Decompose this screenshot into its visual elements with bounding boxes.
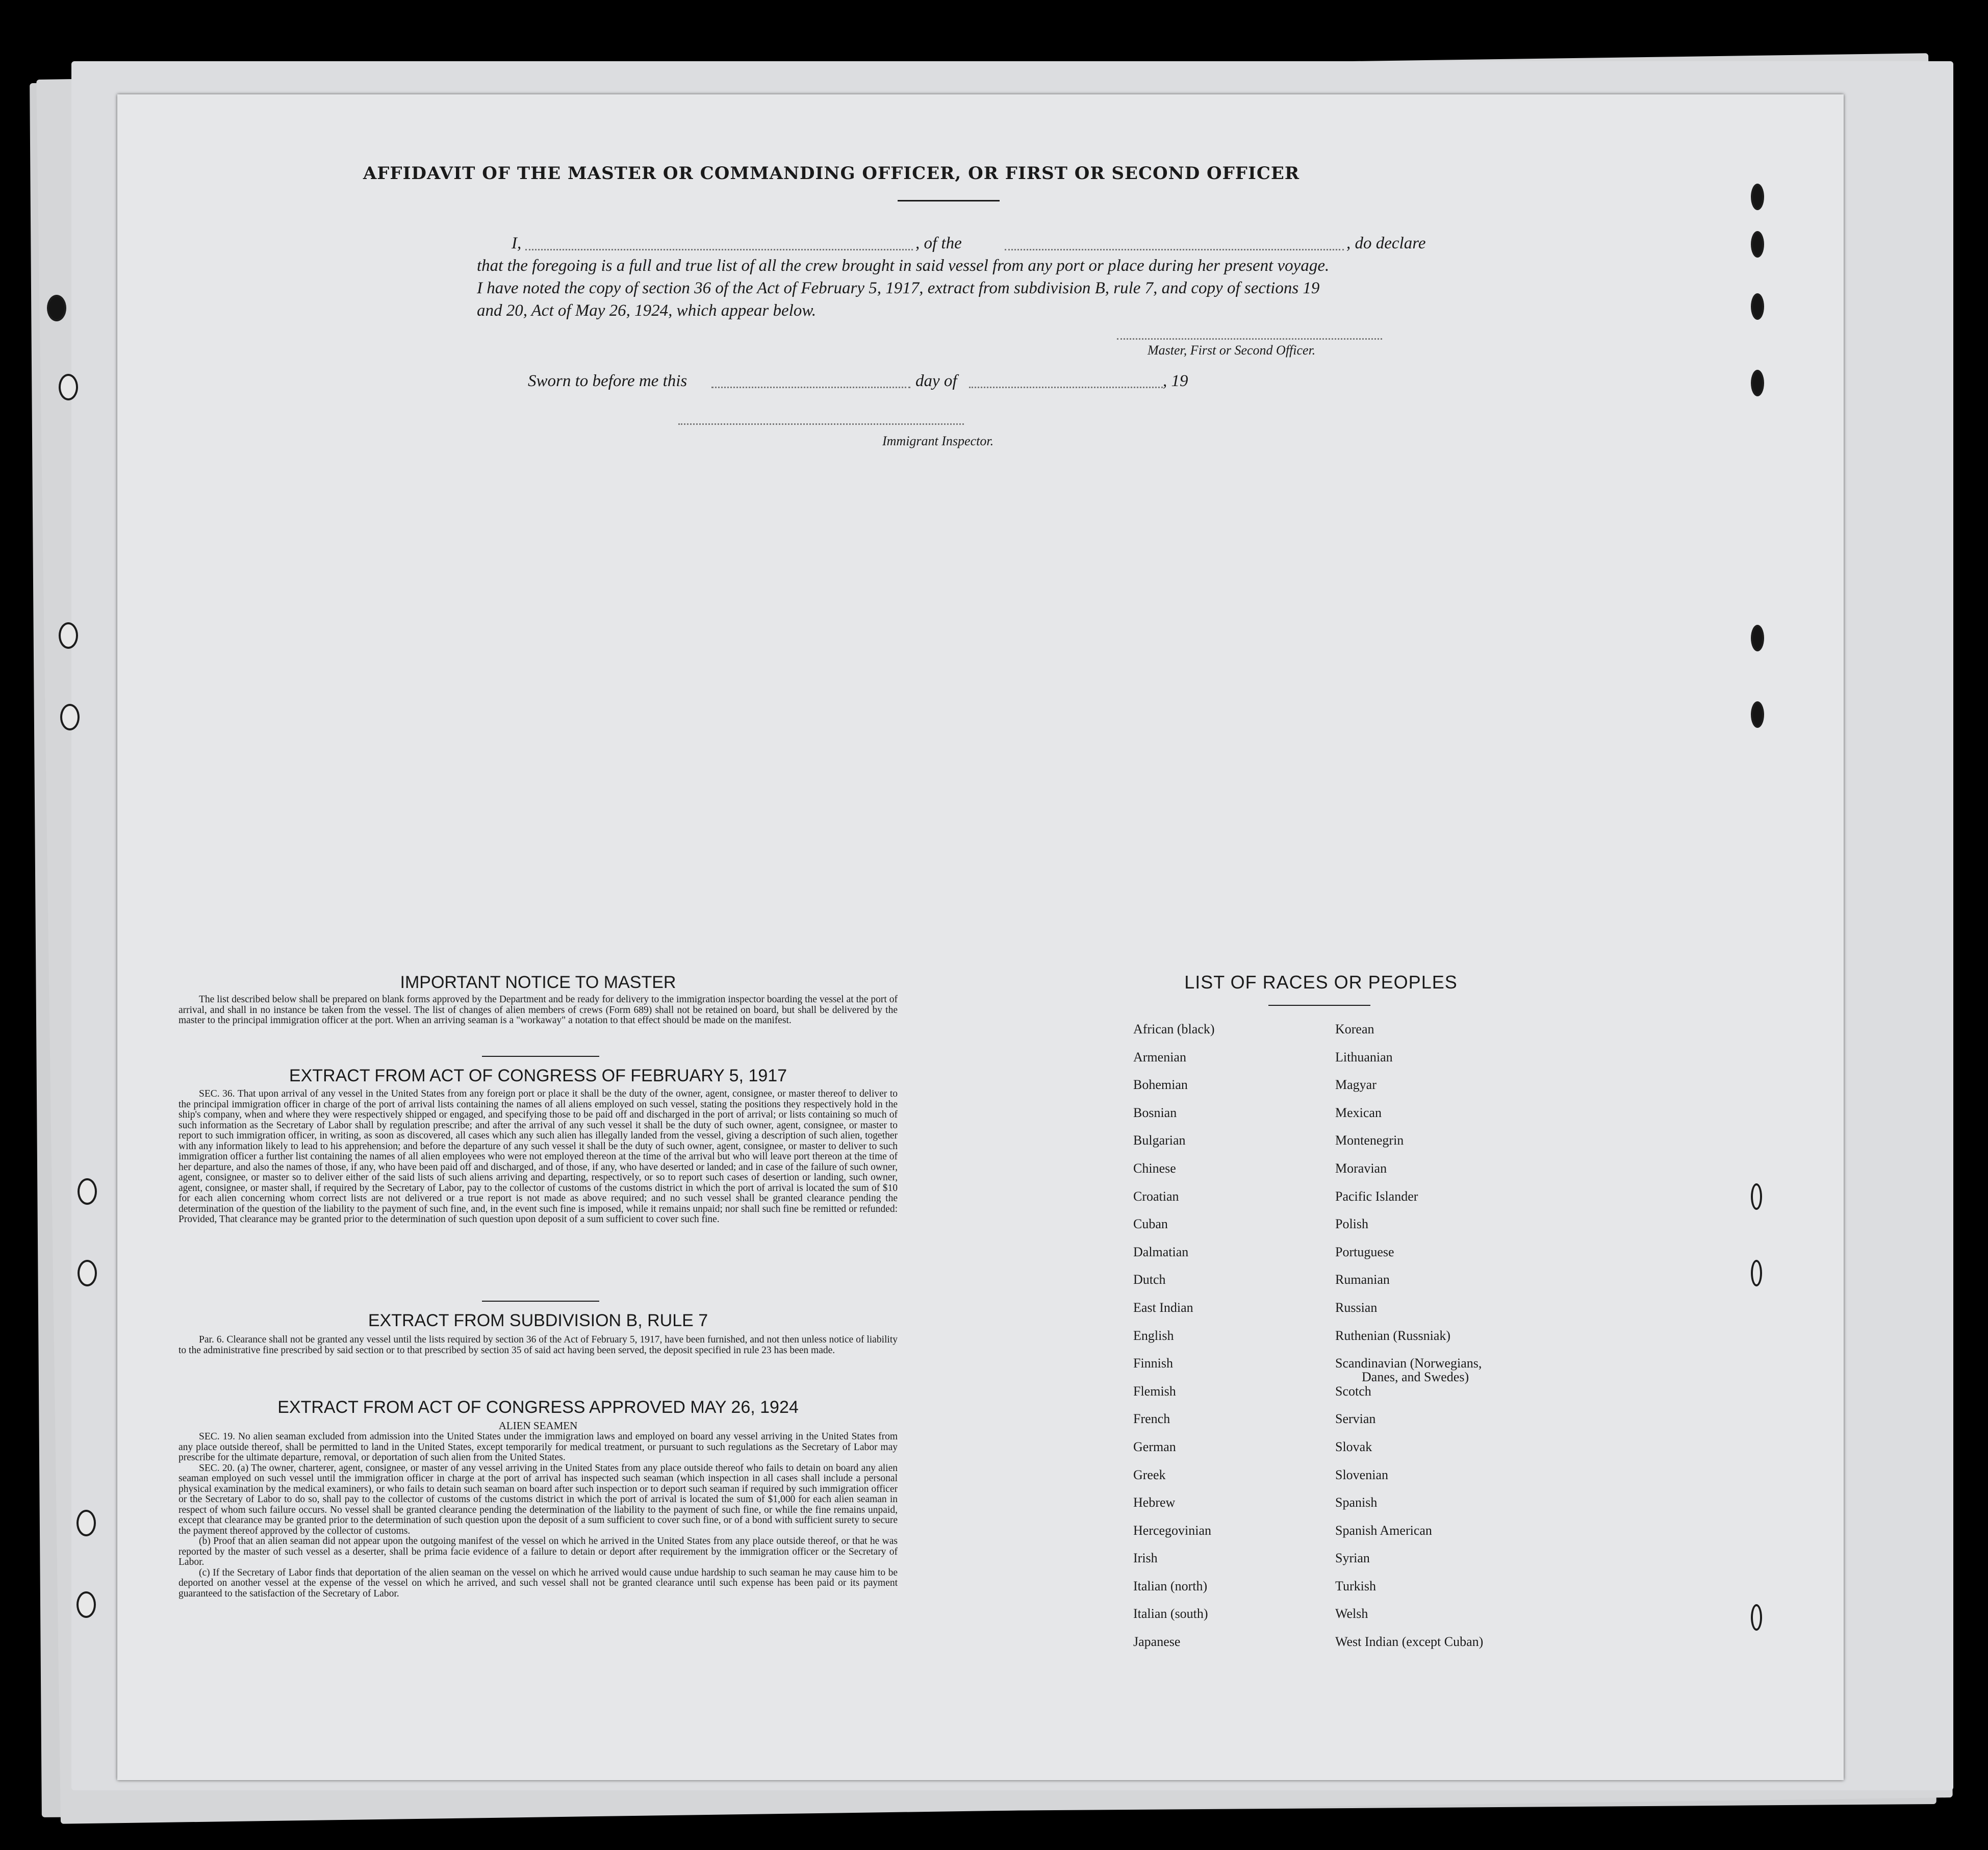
race-item: Scandinavian (Norwegians, <box>1335 1356 1482 1371</box>
binder-hole-icon <box>1751 293 1764 320</box>
affidavit-line-2: that the foregoing is a full and true list of all the crew brought in said vessel from any port or place during her present voyage. <box>477 257 1330 275</box>
day-of-text: day of <box>915 372 957 390</box>
vessel-prefix: , of the <box>915 234 962 252</box>
extract-1924-body <box>179 1432 898 1599</box>
race-item: Turkish <box>1335 1578 1376 1593</box>
race-item: German <box>1133 1439 1176 1454</box>
race-item: Rumanian <box>1335 1272 1390 1287</box>
race-item: Croatian <box>1133 1188 1179 1204</box>
race-item: Portuguese <box>1335 1244 1394 1259</box>
race-item: Greek <box>1133 1467 1166 1482</box>
races-column-2 <box>1335 1022 1549 1662</box>
sworn-text: Sworn to before me this <box>528 372 687 390</box>
binder-hole-icon <box>1751 370 1764 396</box>
sec-20c-text: (c) If the Secretary of Labor finds that deportation of the alien seaman on the vessel on which he arrived would cause undue hardship to such seaman he may cause him to be deported on another vessel at the expense of the vessel on which he arrived, and such vessel shall not be granted clearance until such expense has been paid or its payment guaranteed to the satisfaction of the Secretary of Labor. <box>179 1567 898 1599</box>
race-item: Armenian <box>1133 1049 1186 1065</box>
races-title: LIST OF RACES OR PEOPLES <box>1184 972 1458 993</box>
race-item: Irish <box>1133 1551 1158 1566</box>
vessel-name-field[interactable] <box>1005 249 1344 250</box>
race-item-scandinavian-continued: Danes, and Swedes) <box>1362 1370 1469 1385</box>
race-item: Japanese <box>1133 1634 1181 1650</box>
sec-19-text: SEC. 19. No alien seaman excluded from admission into the United States under the immigration laws and employed on board any vessel arriving in the United States from any place outside thereof, shall be permitted to land in the United States, except temporarily for medical treatment, or pursuant to such regulations as the Secretary of Labor may prescribe for the ultimate departure, removal, or deportation of such alien from the United States. <box>179 1431 898 1463</box>
race-item: West Indian (except Cuban) <box>1335 1634 1484 1650</box>
race-item: East Indian <box>1133 1300 1193 1315</box>
race-item: Polish <box>1335 1217 1369 1232</box>
declarant-prefix: I, <box>512 234 522 252</box>
binder-hole-icon <box>1751 184 1764 210</box>
race-item: Italian (north) <box>1133 1578 1208 1593</box>
extract-1917-body: SEC. 36. That upon arrival of any vessel in the United States from any foreign port or place it shall be the duty of the owner, agent, consignee, or master thereof to deliver to the principal immigration officer in charge of the port of arrival lists containing the names of all aliens employed on such vessel, stating the positions they respectively hold in the ship's company, when and where they were respectively shipped or engaged, and specifying those to be paid off and discharged in the port of arrival; or lists containing so much of such information as the Secretary of Labor shall by regulation prescribe; and after the arrival of any such vessel it shall be the duty of such owner, agent, consignee, or master to report to such immigration officer, in writing, as soon as discovered, all cases which any such alien has illegally landed from the vessel, giving a description of such alien, together with any information likely to lead to his apprehension; and before the departure of any such vessel it shall be the duty of such owner, agent, consignee, or master to deliver to such immigration officer a further list containing the names of all alien employees who were not employed thereon at the time of the arrival but who will leave port thereon at the time of her departure, and also the names of those, if any, who have been paid off and discharged, and of those, if any, who have deserted or landed; and in case of the failure of such owner, agent, consignee, or master so to deliver either of the said lists of such aliens arriving and departing, respectively, or so to report such cases of desertion or landing, such owner, agent, consignee, or master shall, if required by the Secretary of Labor, pay to the collector of customs of the customs district in which the port of arrival is located the sum of $10 for each alien concerning whom correct lists are not delivered or a true report is not made as above required; and no such vessel shall be granted clearance pending the determination of the question of the liability to the payment of such fine, and, in the event such fine is imposed, while it remains unpaid; nor shall such fine be remitted or refunded: Provided, That clearance may be granted prior to the determination of such question upon deposit of a sum sufficient to cover such fine. <box>179 1088 898 1225</box>
race-item: Magyar <box>1335 1077 1377 1093</box>
rule-7-body: Par. 6. Clearance shall not be granted any vessel until the lists required by section 36 of the Act of February 5, 1917, have been furnished, and not then unless notice of liability to the administrative fine prescribed by said section or to that prescribed by section 35 of said act having been served, the deposit specified in rule 23 has been made. <box>179 1334 898 1356</box>
extract-1924-title: EXTRACT FROM ACT OF CONGRESS APPROVED MAY 26, 1924 <box>277 1398 799 1417</box>
sworn-day-field[interactable] <box>711 387 910 388</box>
race-item: Italian (south) <box>1133 1606 1208 1621</box>
race-item: English <box>1133 1328 1174 1343</box>
extract-1917-title: EXTRACT FROM ACT OF CONGRESS OF FEBRUARY 5, 1917 <box>289 1066 787 1085</box>
race-item: Bohemian <box>1133 1077 1188 1093</box>
races-column-1 <box>1133 1022 1327 1662</box>
declarant-name-field[interactable] <box>525 249 913 250</box>
binder-hole-icon <box>47 295 66 321</box>
race-item: Dutch <box>1133 1272 1166 1287</box>
binder-hole-icon <box>78 1178 97 1205</box>
binder-hole-icon <box>1751 1183 1762 1210</box>
binder-hole-icon <box>1751 231 1764 258</box>
binder-hole-icon <box>77 1591 96 1618</box>
divider <box>482 1056 599 1057</box>
affidavit-line-3: I have noted the copy of section 36 of the Act of February 5, 1917, extract from subdivision B, rule 7, and copy of sections 19 <box>477 279 1320 297</box>
declare-text: , do declare <box>1346 234 1426 252</box>
binder-hole-icon <box>60 704 80 730</box>
race-item: Spanish American <box>1335 1523 1432 1538</box>
year-text: , 19 <box>1163 372 1188 390</box>
race-item: Bosnian <box>1133 1105 1177 1120</box>
notice-body: The list described below shall be prepared on blank forms approved by the Department and be ready for delivery to the immigration inspector boarding the vessel at the port of arrival, and shall in no instance be taken from the vessel. The list of changes of alien members of crews (Form 689) shall not be retained on board, but shall be delivered by the master to the principal immigration officer at the port. When an arriving seaman is a "workaway" a notation to that effect should be made on the manifest. <box>179 994 898 1026</box>
race-item: Korean <box>1335 1022 1374 1036</box>
race-item: Spanish <box>1335 1495 1378 1510</box>
race-item: Welsh <box>1335 1606 1368 1621</box>
notice-title: IMPORTANT NOTICE TO MASTER <box>400 973 676 992</box>
sec-20b-text: (b) Proof that an alien seaman did not appear upon the outgoing manifest of the vessel on which he arrived in the United States from any place outside thereof, or that he was reported by the master of such vessel as a deserter, shall be prima facie evidence of a failure to detain or deport after requirement by the immigration officer or the Secretary of Labor. <box>179 1536 898 1567</box>
master-signature-label: Master, First or Second Officer. <box>1148 343 1316 358</box>
race-item: Hebrew <box>1133 1495 1176 1510</box>
form-page <box>117 94 1844 1780</box>
race-item: Chinese <box>1133 1160 1176 1176</box>
rule-7-title: EXTRACT FROM SUBDIVISION B, RULE 7 <box>368 1311 708 1330</box>
title-underline <box>898 200 1000 201</box>
race-item: Montenegrin <box>1335 1133 1404 1148</box>
binder-hole-icon <box>1751 625 1764 651</box>
affidavit-title: AFFIDAVIT OF THE MASTER OR COMMANDING OFFICER, OR FIRST OR SECOND OFFICER <box>363 163 1300 184</box>
alien-seamen-subtitle: ALIEN SEAMEN <box>498 1420 578 1432</box>
binder-hole-icon <box>1751 1260 1762 1286</box>
race-item: Syrian <box>1335 1551 1370 1566</box>
affidavit-line-4: and 20, Act of May 26, 1924, which appear below. <box>477 301 817 320</box>
divider <box>1268 1005 1370 1006</box>
inspector-signature-label: Immigrant Inspector. <box>882 434 994 448</box>
race-item: Mexican <box>1335 1105 1382 1120</box>
race-item: Hercegovinian <box>1133 1523 1212 1538</box>
race-item: Bulgarian <box>1133 1133 1186 1148</box>
race-item: Russian <box>1335 1300 1378 1315</box>
binder-hole-icon <box>77 1510 96 1536</box>
binder-hole-icon <box>78 1260 97 1286</box>
race-item: Servian <box>1335 1411 1376 1427</box>
race-item: Slovenian <box>1335 1467 1388 1482</box>
inspector-signature-field[interactable] <box>678 423 964 425</box>
race-item: African (black) <box>1133 1022 1215 1036</box>
race-item: Scotch <box>1335 1383 1371 1399</box>
race-item: Pacific Islander <box>1335 1188 1418 1204</box>
binder-hole-icon <box>1751 701 1764 728</box>
race-item: Slovak <box>1335 1439 1372 1454</box>
divider <box>482 1301 599 1302</box>
race-item: Cuban <box>1133 1217 1168 1232</box>
race-item: Moravian <box>1335 1160 1387 1176</box>
race-item: Flemish <box>1133 1383 1176 1399</box>
sec-20a-text: SEC. 20. (a) The owner, charterer, agent, consignee, or master of any vessel arriving in the United States from any place outside thereof who fails to detain on board any alien seaman employed on such vessel until the immigration officer in charge at the port of arrival has inspected such seaman (which inspection in all cases shall include a personal physical examination by the medical examiners), or who fails to detain such seaman on board after such inspection or to deport such seaman if required by such immigration officer or the Secretary of Labor to do so, shall pay to the collector of customs of the customs district in which the port of arrival is located the sum of $1,000 for each alien seaman in respect of whom such failure occurs. No vessel shall be granted clearance pending the determination of the liability to the payment of such fine, or while the fine remains unpaid, except that clearance may be granted prior to the determination of such question upon the deposit of a sum sufficient to cover such fine, or of a bond with sufficient surety to secure the payment thereof approved by the collector of customs. <box>179 1462 898 1536</box>
binder-hole-icon <box>1751 1604 1762 1631</box>
race-item: Lithuanian <box>1335 1049 1393 1065</box>
race-item: French <box>1133 1411 1170 1427</box>
race-item: Dalmatian <box>1133 1244 1189 1259</box>
binder-hole-icon <box>59 374 78 400</box>
sworn-month-field[interactable] <box>969 387 1163 388</box>
race-item: Ruthenian (Russniak) <box>1335 1328 1451 1343</box>
race-item: Finnish <box>1133 1356 1174 1371</box>
binder-hole-icon <box>59 622 78 649</box>
